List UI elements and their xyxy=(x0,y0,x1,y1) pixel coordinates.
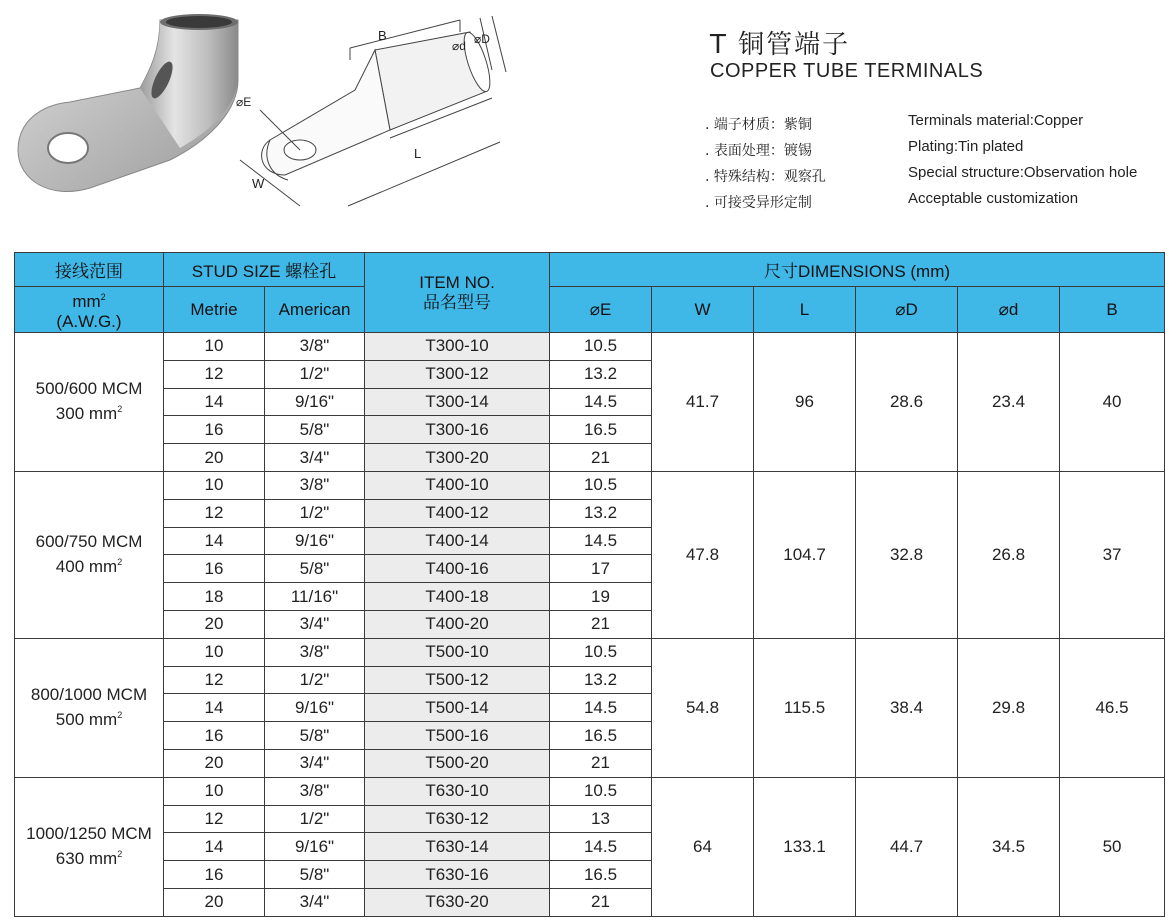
table-row xyxy=(15,333,1165,361)
item-cell: T300-16 xyxy=(365,416,550,444)
e-cell: 13.2 xyxy=(550,666,652,694)
e-cell: 21 xyxy=(550,610,652,638)
spec-cn: . 可接受异形定制 xyxy=(705,195,812,211)
item-cell: T500-20 xyxy=(365,749,550,777)
metric-cell: 20 xyxy=(164,749,265,777)
american-cell: 5/8" xyxy=(265,861,365,889)
W-cell: 54.8 xyxy=(652,638,754,777)
label-L: L xyxy=(414,146,422,161)
e-cell: 21 xyxy=(550,888,652,916)
american-cell: 1/2" xyxy=(265,805,365,833)
header-item-no xyxy=(365,253,550,333)
d-cell: 26.8 xyxy=(958,471,1060,638)
american-cell: 3/8" xyxy=(265,333,365,361)
range-cell xyxy=(15,638,164,777)
e-cell: 10.5 xyxy=(550,471,652,499)
range-mm-text: 630 mm xyxy=(55,849,118,869)
e-cell: 10.5 xyxy=(550,638,652,666)
range-mcm: 500/600 MCM xyxy=(35,379,143,399)
item-cell: T400-20 xyxy=(365,610,550,638)
page-title-en: COPPER TUBE TERMINALS xyxy=(710,60,984,82)
spec-structure xyxy=(705,162,1170,188)
metric-cell: 18 xyxy=(164,583,265,611)
item-cell: T630-14 xyxy=(365,833,550,861)
american-cell: 11/16" xyxy=(265,583,365,611)
L-cell: 96 xyxy=(754,333,856,472)
D-cell: 32.8 xyxy=(856,471,958,638)
B-cell: 50 xyxy=(1060,777,1165,916)
metric-cell: 20 xyxy=(164,444,265,472)
product-photo xyxy=(10,10,250,200)
item-cell: T500-10 xyxy=(365,638,550,666)
e-cell: 10.5 xyxy=(550,777,652,805)
item-cell: T300-12 xyxy=(365,360,550,388)
L-cell: 115.5 xyxy=(754,638,856,777)
american-cell: 1/2" xyxy=(265,666,365,694)
american-cell: 1/2" xyxy=(265,360,365,388)
spec-list xyxy=(705,110,1170,214)
item-cell: T500-16 xyxy=(365,722,550,750)
e-cell: 16.5 xyxy=(550,861,652,889)
metric-cell: 12 xyxy=(164,499,265,527)
label-W: W xyxy=(252,176,265,191)
american-cell: 3/4" xyxy=(265,888,365,916)
range-mm xyxy=(15,844,163,869)
range-mm-text: 400 mm xyxy=(55,557,118,577)
W-cell: 64 xyxy=(652,777,754,916)
spec-en: Acceptable customization xyxy=(908,190,1079,207)
L-cell: 133.1 xyxy=(754,777,856,916)
metric-cell: 10 xyxy=(164,777,265,805)
B-cell: 46.5 xyxy=(1060,638,1165,777)
e-cell: 13 xyxy=(550,805,652,833)
header-B: B xyxy=(1060,287,1165,333)
metric-cell: 10 xyxy=(164,638,265,666)
header-metric: Metrie xyxy=(164,287,265,333)
label-D: ⌀D xyxy=(474,32,490,46)
american-cell: 5/8" xyxy=(265,555,365,583)
range-cell xyxy=(15,471,164,638)
item-cell: T400-18 xyxy=(365,583,550,611)
range-mm xyxy=(15,705,163,730)
american-cell: 3/8" xyxy=(265,777,365,805)
item-cell: T400-10 xyxy=(365,471,550,499)
D-cell: 38.4 xyxy=(856,638,958,777)
e-cell: 21 xyxy=(550,444,652,472)
range-cell xyxy=(15,777,164,916)
spec-en: Special structure:Observation hole xyxy=(908,164,1138,181)
header-range-unit xyxy=(15,287,164,333)
header-dimensions: 尺寸DIMENSIONS (mm) xyxy=(550,253,1165,287)
header-D: ⌀D xyxy=(856,287,958,333)
item-cell: T500-12 xyxy=(365,666,550,694)
american-cell: 9/16" xyxy=(265,388,365,416)
metric-cell: 14 xyxy=(164,694,265,722)
e-cell: 10.5 xyxy=(550,333,652,361)
american-cell: 3/8" xyxy=(265,471,365,499)
metric-cell: 10 xyxy=(164,471,265,499)
W-cell: 41.7 xyxy=(652,333,754,472)
spec-cn: . 表面处理：镀锡 xyxy=(705,143,812,159)
L-cell: 104.7 xyxy=(754,471,856,638)
range-mm xyxy=(15,552,163,577)
range-mm-sup: 2 xyxy=(117,557,123,568)
e-cell: 17 xyxy=(550,555,652,583)
spec-en: Terminals material:Copper xyxy=(908,112,1084,129)
label-d: ⌀d xyxy=(452,39,466,53)
B-cell: 37 xyxy=(1060,471,1165,638)
page-title-cn: T 铜管端子 xyxy=(710,30,851,60)
header-d: ⌀d xyxy=(958,287,1060,333)
D-cell: 44.7 xyxy=(856,777,958,916)
header-E: ⌀E xyxy=(550,287,652,333)
label-E: ⌀E xyxy=(236,95,252,109)
d-cell: 29.8 xyxy=(958,638,1060,777)
spec-plating xyxy=(705,136,1170,162)
table-body xyxy=(15,333,1165,917)
header-range-cn: 接线范围 xyxy=(15,253,164,287)
spec-cn: . 端子材质：紫铜 xyxy=(705,117,812,133)
range-mm-text: 500 mm xyxy=(55,710,118,730)
e-cell: 14.5 xyxy=(550,527,652,555)
range-mcm: 800/1000 MCM xyxy=(30,685,148,705)
unit-text: mm xyxy=(72,292,101,311)
spec-customization xyxy=(705,188,1170,214)
item-cell: T300-10 xyxy=(365,333,550,361)
item-cell: T630-12 xyxy=(365,805,550,833)
spec-en: Plating:Tin plated xyxy=(908,138,1024,155)
metric-cell: 20 xyxy=(164,888,265,916)
american-cell: 3/4" xyxy=(265,749,365,777)
table-row xyxy=(15,471,1165,499)
header-W: W xyxy=(652,287,754,333)
e-cell: 14.5 xyxy=(550,833,652,861)
metric-cell: 14 xyxy=(164,833,265,861)
item-cell: T400-16 xyxy=(365,555,550,583)
american-cell: 3/4" xyxy=(265,444,365,472)
header-stud-size: STUD SIZE 螺栓孔 xyxy=(164,253,365,287)
header-item-cn: 品名型号 xyxy=(423,292,492,312)
metric-cell: 16 xyxy=(164,555,265,583)
range-mm-text: 300 mm xyxy=(55,404,118,424)
e-cell: 13.2 xyxy=(550,499,652,527)
range-mcm: 600/750 MCM xyxy=(35,532,143,552)
table-row xyxy=(15,777,1165,805)
metric-cell: 16 xyxy=(164,416,265,444)
metric-cell: 16 xyxy=(164,861,265,889)
american-cell: 9/16" xyxy=(265,527,365,555)
e-cell: 14.5 xyxy=(550,694,652,722)
item-cell: T630-20 xyxy=(365,888,550,916)
header-american: American xyxy=(265,287,365,333)
label-B: B xyxy=(378,28,387,43)
american-cell: 9/16" xyxy=(265,833,365,861)
item-cell: T630-10 xyxy=(365,777,550,805)
technical-drawing xyxy=(230,10,520,210)
metric-cell: 10 xyxy=(164,333,265,361)
B-cell: 40 xyxy=(1060,333,1165,472)
american-cell: 9/16" xyxy=(265,694,365,722)
d-cell: 34.5 xyxy=(958,777,1060,916)
e-cell: 19 xyxy=(550,583,652,611)
american-cell: 3/8" xyxy=(265,638,365,666)
item-cell: T400-12 xyxy=(365,499,550,527)
item-cell: T300-14 xyxy=(365,388,550,416)
metric-cell: 12 xyxy=(164,360,265,388)
table-row xyxy=(15,638,1165,666)
metric-cell: 14 xyxy=(164,527,265,555)
D-cell: 28.6 xyxy=(856,333,958,472)
header-range-mm xyxy=(15,287,163,312)
d-cell: 23.4 xyxy=(958,333,1060,472)
spec-cn: . 特殊结构：观察孔 xyxy=(705,169,826,185)
spec-material xyxy=(705,110,1170,136)
metric-cell: 20 xyxy=(164,610,265,638)
metric-cell: 16 xyxy=(164,722,265,750)
range-cell xyxy=(15,333,164,472)
american-cell: 5/8" xyxy=(265,416,365,444)
e-cell: 16.5 xyxy=(550,722,652,750)
range-mm-sup: 2 xyxy=(117,710,123,721)
metric-cell: 14 xyxy=(164,388,265,416)
header-L: L xyxy=(754,287,856,333)
e-cell: 14.5 xyxy=(550,388,652,416)
item-cell: T630-16 xyxy=(365,861,550,889)
e-cell: 13.2 xyxy=(550,360,652,388)
american-cell: 1/2" xyxy=(265,499,365,527)
e-cell: 21 xyxy=(550,749,652,777)
e-cell: 16.5 xyxy=(550,416,652,444)
metric-cell: 12 xyxy=(164,805,265,833)
item-cell: T400-14 xyxy=(365,527,550,555)
W-cell: 47.8 xyxy=(652,471,754,638)
metric-cell: 12 xyxy=(164,666,265,694)
american-cell: 5/8" xyxy=(265,722,365,750)
range-mm-sup: 2 xyxy=(117,849,123,860)
american-cell: 3/4" xyxy=(265,610,365,638)
range-mm xyxy=(15,399,163,424)
item-cell: T500-14 xyxy=(365,694,550,722)
unit-sup: 2 xyxy=(100,292,106,302)
header-range-awg: (A.W.G.) xyxy=(56,312,122,331)
range-mcm: 1000/1250 MCM xyxy=(26,824,152,844)
terminal-spec-table xyxy=(14,252,1165,917)
item-cell: T300-20 xyxy=(365,444,550,472)
header-item-en: ITEM NO. xyxy=(419,272,495,292)
range-mm-sup: 2 xyxy=(117,404,123,415)
